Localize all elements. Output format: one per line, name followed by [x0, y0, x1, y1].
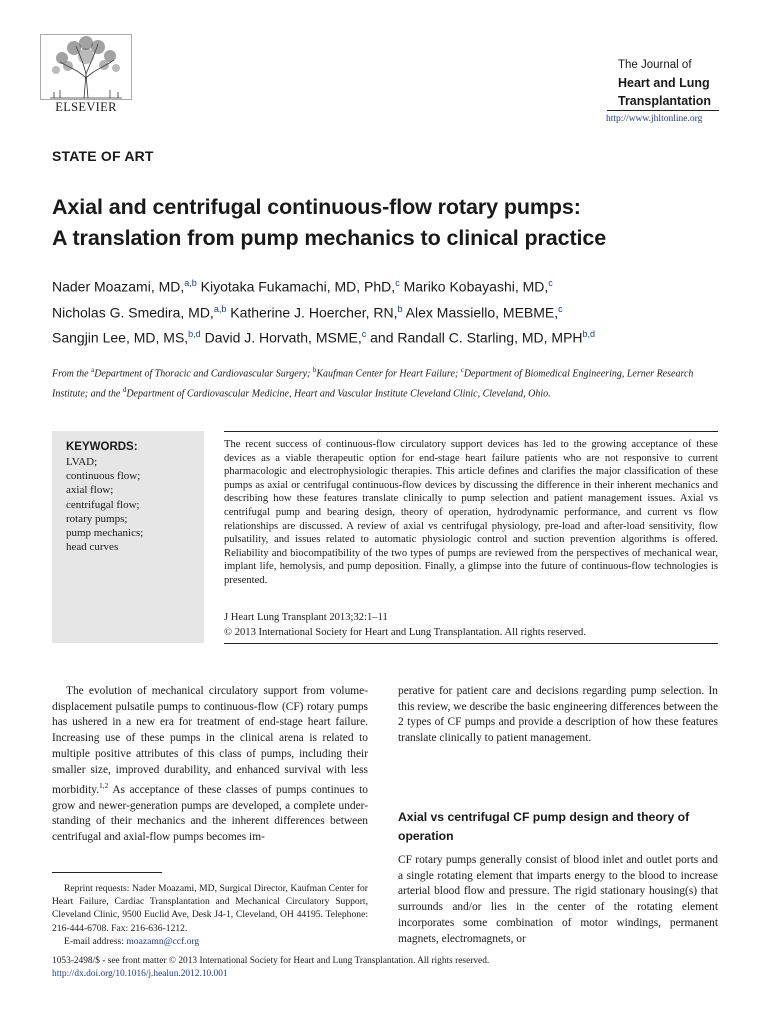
body-column-left [52, 684, 368, 846]
keyword-item: continuous flow; [66, 470, 141, 483]
journal-title [618, 56, 748, 110]
affil-marker: b [312, 366, 317, 374]
author-line [52, 298, 742, 324]
author-name: Mariko Kobayashi, MD, [399, 278, 549, 295]
author-name: Alex Massiello, MEBME, [402, 304, 559, 321]
affil-marker: d [122, 386, 127, 395]
keyword-item: centrifugal flow; [66, 498, 140, 511]
reprint-footnote: Reprint requests: Nader Moazami, MD, Surgical Director, Kaufman Center for Heart Failure, Cardiac Transplantation and Mechanical Circulatory Support, Cleveland Clinic, 9500 Euclid Ave, Desk J4-1, Cleveland, OH 44195. Telephone: 216-444-6708. Fax: 216-636-1212. [52, 883, 368, 934]
author-name: Kiyotaka Fukamachi, MD, PhD, [196, 278, 396, 295]
author-line [52, 323, 742, 349]
journal-title-line1: The Journal of [618, 59, 692, 71]
body-paragraph: perative for patient care and decisions regarding pump selection. In this review, we describe the basic engineering differences between the 2 types of CF pumps and provide a description of how these features translate clinically to patient management. [398, 685, 718, 745]
copyright-line: © 2013 International Society for Heart and Lung Transplantation. All rights reserved. [224, 627, 586, 638]
author-name: Sangjin Lee, MD, MS, [52, 329, 189, 346]
section-label: STATE OF ART [52, 148, 154, 164]
journal-title-line3: Transplantation [618, 94, 712, 108]
journal-title-line2: Heart and Lung [618, 76, 710, 90]
author-affil-link[interactable]: c [361, 329, 367, 340]
author-affil-link[interactable]: c [548, 278, 553, 288]
abstract-top-divider [224, 431, 718, 432]
keyword-item: rotary pumps; [66, 512, 128, 525]
keyword-item: LVAD; [66, 456, 98, 468]
email-link[interactable]: moazamn@ccf.org [126, 936, 200, 947]
email-label: E-mail address: [64, 936, 127, 947]
email-footnote [64, 936, 199, 947]
affil-text: Department of Biomedical Engineering, Lerner Research Institute; and the [52, 368, 694, 400]
author-affil-link[interactable]: a,b [213, 303, 227, 314]
doi-link[interactable]: http://dx.doi.org/10.1016/j.healun.2012.10.001 [52, 969, 228, 979]
author-name: David J. Horvath, MSME, [200, 329, 362, 346]
author-list [52, 272, 742, 349]
article-title-line2: A translation from pump mechanics to clinical practice [52, 226, 607, 250]
header-divider [607, 110, 719, 111]
body-paragraph [52, 684, 368, 846]
tree-logo-icon [40, 34, 132, 100]
keyword-item: pump mechanics; [66, 527, 144, 540]
author-affil-link[interactable]: a,b [184, 278, 197, 288]
citation-line: J Heart Lung Transplant 2013;32:1–11 [224, 612, 388, 623]
keyword-item: axial flow; [66, 484, 114, 497]
author-name: and Randall C. Starling, MD, MPH [366, 329, 583, 346]
author-name: Katherine J. Hoercher, RN, [226, 304, 398, 321]
author-affil-link[interactable]: b [397, 303, 403, 314]
affiliations [52, 362, 716, 403]
affil-text: From the [52, 368, 92, 380]
journal-url-link[interactable]: http://www.jhltonline.org [606, 114, 703, 124]
author-affil-link[interactable]: b,d [582, 329, 596, 340]
affil-text: Kaufman Center for Heart Failure; [316, 368, 461, 380]
affil-text: Department of Thoracic and Cardiovascular Surgery; [94, 368, 313, 380]
affil-marker: c [460, 366, 464, 374]
body-text: As acceptance of these classes of pumps continues to grow and newer-generation pumps are developed, a complete under-standing of their mechanics and the inherent differences between centrifugal and axial-flow pumps becomes im- [52, 784, 368, 844]
author-name: Nicholas G. Smedira, MD, [52, 304, 214, 321]
body-column-right-top [398, 684, 718, 747]
keywords-box [52, 431, 204, 643]
author-affil-link[interactable]: b,d [188, 329, 201, 340]
affil-marker: a [91, 366, 95, 374]
keywords-heading: KEYWORDS: [66, 441, 138, 453]
reference-link[interactable]: 1,2 [99, 781, 109, 791]
section-heading: Axial vs centrifugal CF pump design and theory of operation [398, 810, 690, 843]
body-column-right-bottom [398, 853, 718, 947]
publisher-name: ELSEVIER [55, 100, 117, 114]
author-name: Nader Moazami, MD, [52, 278, 185, 295]
body-paragraph: CF rotary pumps generally consist of blood inlet and outlet ports and a single rotating element that imparts energy to the blood to increase arterial blood flow and pressure. The rigid stationary housing(s) that surrounds and/or lies in the center of the rotating element incorporates some combination of motor windings, permanent magnets, electromagnets, or [398, 854, 718, 945]
abstract-bottom-divider [224, 643, 718, 644]
issn-line: 1053-2498/$ - see front matter © 2013 International Society for Heart and Lung Transplantation. All rights reserved. [52, 956, 490, 966]
author-affil-link[interactable]: c [558, 303, 563, 314]
author-affil-link[interactable]: c [395, 278, 400, 288]
keywords-list [66, 455, 190, 554]
article-title-line1: Axial and centrifugal continuous-flow rotary pumps: [52, 195, 581, 219]
article-title [52, 192, 732, 254]
footnote-divider [52, 872, 162, 873]
affil-text: Department of Cardiovascular Medicine, Heart and Vascular Institute Cleveland Clinic, Cleveland, Ohio. [126, 388, 551, 400]
author-line [52, 272, 742, 298]
keyword-item: head curves [66, 541, 119, 554]
abstract-text: The recent success of continuous-flow circulatory support devices has led to the growing acceptance of these devices as a viable therapeutic option for end-stage heart failure patients who are not responsive to current pharmacologic and electrophysiologic therapies. This article defines and clarifies the major classification of these pumps as axial or centrifugal continuous-flow devices by discussing the difference in their inherent mechanics and describing how these features translate clinically to pump selection and patient management issues. Axial vs centrifugal pump and bearing design, theory of operation, hydrodynamic performance, and current vs flow relationships are discussed. A review of axial vs centrifugal physiology, pre-load and after-load sensitivity, flow pulsatility, and issues related to automatic physiologic control and suction prevention algorithms is offered. Reliability and biocompatibility of the two types of pumps are reviewed from the perspectives of mechanical wear, implant life, hemolysis, and pump deposition. Finally, a glimpse into the future of continuous-flow technologies is presented. [224, 439, 718, 586]
body-text: The evolution of mechanical circulatory support from volume-displacement pulsatile pumps to continuous-flow (CF) rotary pumps has ushered in a new era for treatment of end-stage heart failure. Increasing use of these pumps in the clinical arena is related to multiple positive attributes of this class of pumps, including their smaller size, improved durability, and enhanced survival with less morbidity. [52, 685, 368, 797]
